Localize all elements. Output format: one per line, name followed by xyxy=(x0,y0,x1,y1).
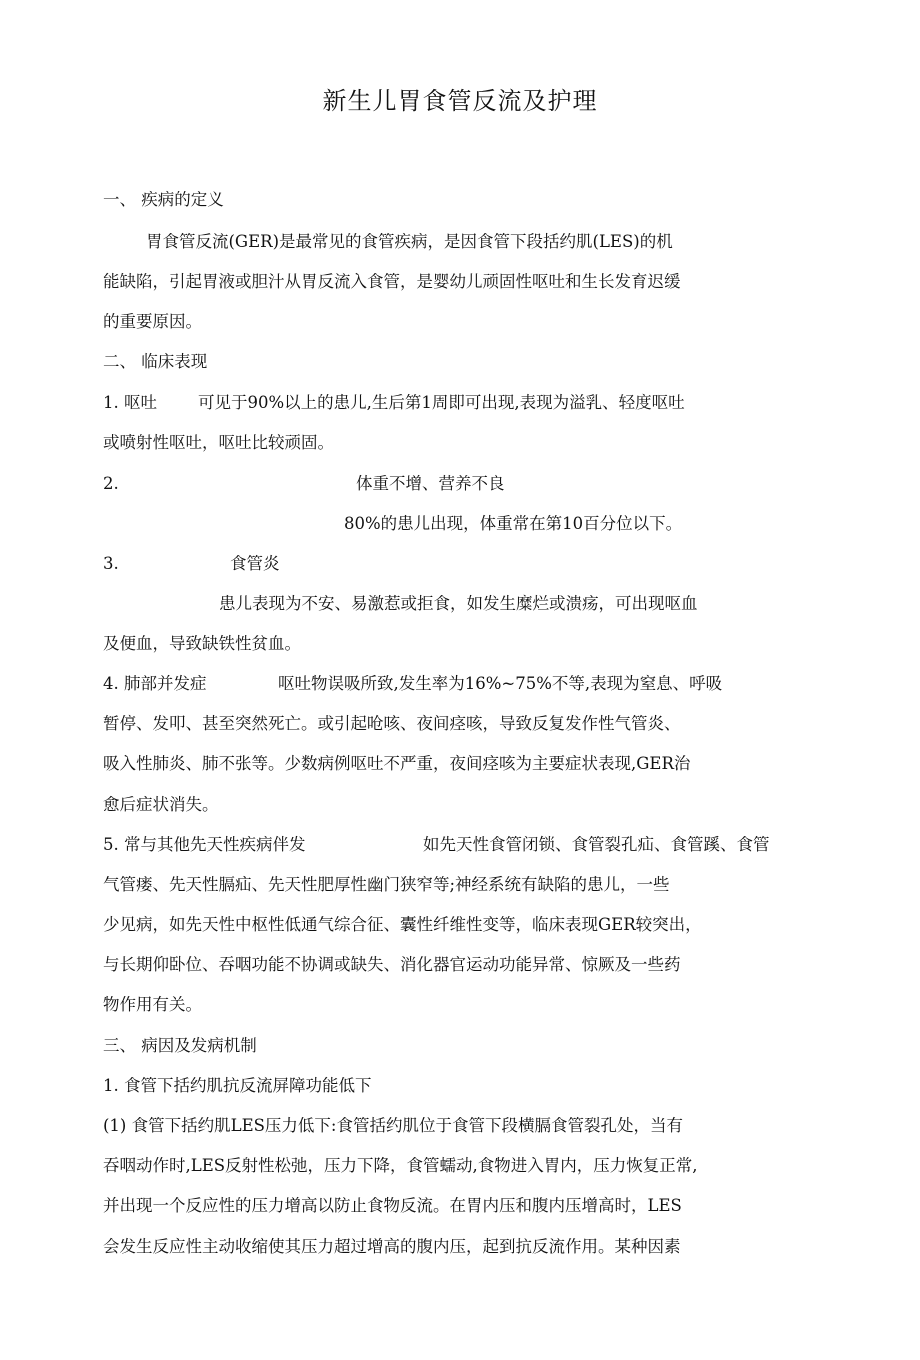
section-heading-clinical: 二、 临床表现 xyxy=(103,352,208,371)
item-label-pulmonary: 4. 肺部并发症 xyxy=(103,674,207,693)
paragraph-line: 物作用有关。 xyxy=(103,995,202,1014)
paragraph-line: 的重要原因。 xyxy=(103,312,202,331)
paragraph-line: 能缺陷，引起胃液或胆汁从胃反流入食管，是婴幼儿顽固性呕吐和生长发育迟缓 xyxy=(103,272,681,291)
subsection-heading: 1. 食管下括约肌抗反流屏障功能低下 xyxy=(103,1076,372,1095)
section-heading-definition: 一、 疾病的定义 xyxy=(103,190,224,209)
paragraph-line: 会发生反应性主动收缩使其压力超过增高的腹内压，起到抗反流作用。某种因素 xyxy=(103,1237,681,1256)
paragraph-line: 少见病，如先天性中枢性低通气综合征、囊性纤维性变等，临床表现GER较突出， xyxy=(103,915,702,934)
paragraph-line: 呕吐物误吸所致,发生率为16%~75%不等,表现为窒息、呼吸 xyxy=(278,674,723,693)
paragraph-line: 及便血，导致缺铁性贫血。 xyxy=(103,634,301,653)
paragraph-line: 如先天性食管闭锁、食管裂孔疝、食管蹊、食管 xyxy=(423,835,770,854)
paragraph-line: 胃食管反流(GER)是最常见的食管疾病，是因食管下段括约肌(LES)的机 xyxy=(146,232,673,251)
paragraph-line: 吞咽动作时,LES反射性松弛，压力下降，食管蠕动,食物进入胃内，压力恢复正常, xyxy=(103,1156,698,1175)
paragraph-line: 气管瘘、先天性膈疝、先天性肥厚性幽门狭窄等;神经系统有缺陷的患儿，一些 xyxy=(103,875,670,894)
paragraph-line: 并出现一个反应性的压力增高以防止食物反流。在胃内压和腹内压增高时，LES xyxy=(103,1196,682,1215)
item-label-weight: 体重不增、营养不良 xyxy=(356,474,505,493)
section-heading-etiology: 三、 病因及发病机制 xyxy=(103,1036,257,1055)
paragraph-line: 与长期仰卧位、吞咽功能不协调或缺失、消化器官运动功能异常、惊厥及一些药 xyxy=(103,955,681,974)
item-label-esophagitis: 食管炎 xyxy=(230,554,280,573)
paragraph-line: 愈后症状消失。 xyxy=(103,795,219,814)
item-number: 2. xyxy=(103,474,119,493)
paragraph-line: 80%的患儿出现，体重常在第10百分位以下。 xyxy=(344,514,683,533)
item-number: 3. xyxy=(103,554,119,573)
paragraph-line: 吸入性肺炎、肺不张等。少数病例呕吐不严重，夜间痉咳为主要症状表现,GER治 xyxy=(103,754,691,773)
item-label-congenital: 5. 常与其他先天性疾病伴发 xyxy=(103,835,306,854)
paragraph-line: 或喷射性呕吐，呕吐比较顽固。 xyxy=(103,433,334,452)
page-title: 新生儿胃食管反流及护理 xyxy=(322,87,598,115)
paragraph-line: 可见于90%以上的患儿,生后第1周即可出现,表现为溢乳、轻度呕吐 xyxy=(198,393,685,412)
paragraph-line: (1) 食管下括约肌LES压力低下:食管括约肌位于食管下段横膈食管裂孔处，当有 xyxy=(103,1116,683,1135)
paragraph-line: 暂停、发叩、甚至突然死亡。或引起呛咳、夜间痉咳，导致反复发作性气管炎、 xyxy=(103,714,681,733)
item-label-vomiting: 1. 呕吐 xyxy=(103,393,157,412)
paragraph-line: 患儿表现为不安、易激惹或拒食，如发生糜烂或溃疡，可出现呕血 xyxy=(219,594,698,613)
